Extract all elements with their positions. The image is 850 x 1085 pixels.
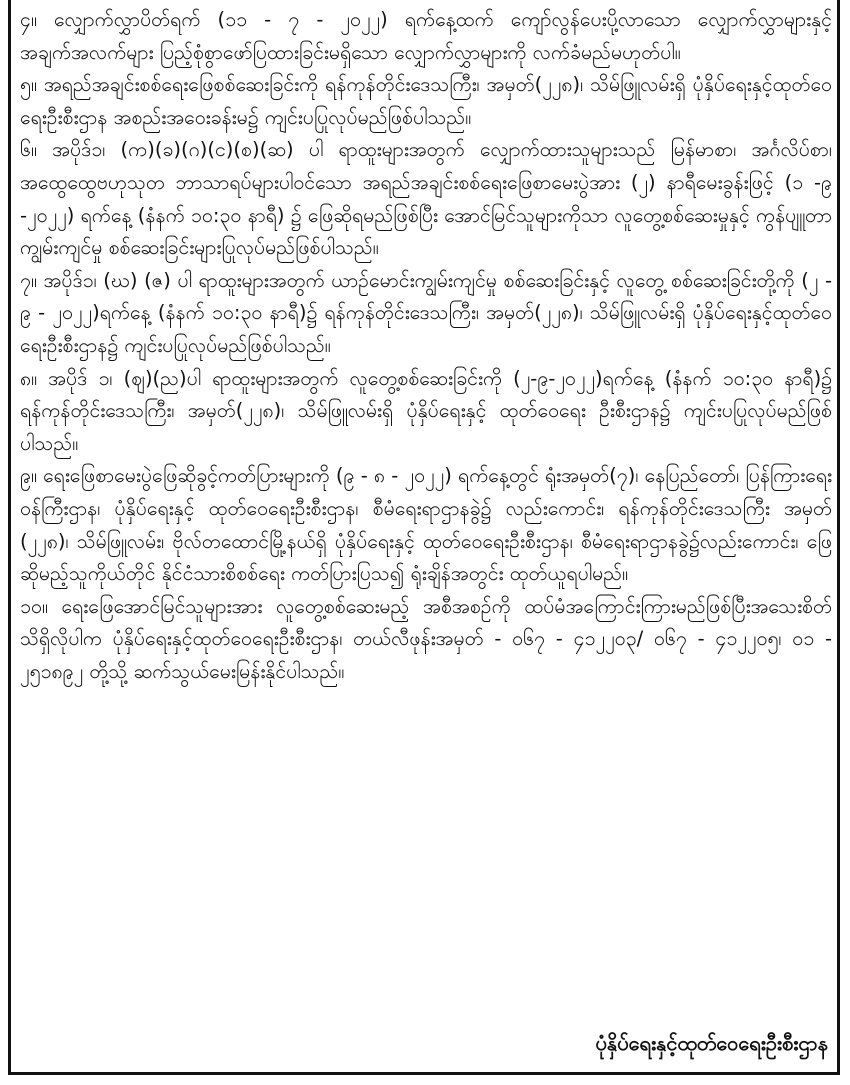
paragraph-7: ၇။ အပိုဒ်၁၊ (ဃ) (ဇ) ပါ ရာထူးများအတွက် ယာဉ်မောင်းကျွမ်းကျင်မှု စစ်ဆေးခြင်းနှင့် လူတွေ့ စစ်ဆေးခြင်းတို့ကို (၂ - ၉ - ၂၀၂၂)ရက်နေ့ (နံနက် ၁၀:၃၀ နာရီ)၌ ရန်ကုန်တိုင်းဒေသကြီး၊ အမှတ်(၂၂၈)၊ သိမ်ဖြူလမ်းရှိ ပုံနှိပ်ရေးနှင့်ထုတ်ဝေရေးဦးစီးဌာန၌ ကျင်းပပြုလုပ်မည်ဖြစ်ပါသည်။: [20, 268, 832, 357]
paragraph-9: ၉။ ရေးဖြေစာမေးပွဲဖြေဆိုခွင့်ကတ်ပြားများကို (၉ - ၈ - ၂၀၂၂) ရက်နေ့တွင် ရုံးအမှတ်(၇)၊ နေပြည်တော်၊ ပြန်ကြားရေးဝန်ကြီးဌာန၊ ပုံနှိပ်ရေးနှင့် ထုတ်ဝေရေးဦးစီးဌာန၊ စီမံရေးရာဌာနခွဲ၌ လည်းကောင်း၊ ရန်ကုန်တိုင်းဒေသကြီး အမှတ် (၂၂၈)၊ သိမ်ဖြူလမ်း၊ ဗိုလ်တထောင်မြို့နယ်ရှိ ပုံနှိပ်ရေးနှင့် ထုတ်ဝေရေးဦးစီးဌာန၊ စီမံရေးရာဌာနခွဲ၌လည်းကောင်း၊ ဖြေဆိုမည့်သူကိုယ်တိုင် နိုင်ငံသားစိစစ်ရေး ကတ်ပြားပြသ၍ ရုံးချိန်အတွင်း ထုတ်ယူရပါမည်။: [20, 464, 832, 586]
paragraph-8: ၈။ အပိုဒ် ၁၊ (ဈ)(ည)ပါ ရာထူးများအတွက် လူတွေ့စစ်ဆေးခြင်းကို (၂-၉-၂၀၂၂)ရက်နေ့ (နံနက် ၁၀:၃၀ နာရီ)၌ ရန်ကုန်တိုင်းဒေသကြီး၊ အမှတ်(၂၂၈)၊ သိမ်ဖြူလမ်းရှိ ပုံနှိပ်ရေးနှင့် ထုတ်ဝေရေး ဦးစီးဌာန၌ ကျင်းပပြုလုပ်မည်ဖြစ်ပါသည်။: [20, 366, 832, 455]
paragraph-4: ၄။ လျှောက်လွှာပိတ်ရက် (၁၁ - ၇ - ၂၀၂၂) ရက်နေ့ထက် ကျော်လွန်ပေးပို့လာသော လျှောက်လွှာများနှင့် အချက်အလက်များ ပြည့်စုံစွာဖော်ပြထားခြင်းမရှိသော လျှောက်လွှာများကို လက်ခံမည်မဟုတ်ပါ။: [20, 8, 832, 64]
paragraph-10: ၁၀။ ရေးဖြေအောင်မြင်သူများအား လူတွေ့စစ်ဆေးမည့် အစီအစဉ်ကို ထပ်မံအကြောင်းကြားမည်ဖြစ်ပြီးအသေးစိတ်သိရှိလိုပါက ပုံနှိပ်ရေးနှင့်ထုတ်ဝေရေးဦးစီးဌာန၊ တယ်လီဖုန်းအမှတ် - ၀၆၇ - ၄၁၂၂၀၃/ ၀၆၇ - ၄၁၂၂၀၅၊ ၀၁ - ၂၅၁၈၉၂ တို့သို့ ဆက်သွယ်မေးမြန်းနိုင်ပါသည်။: [20, 594, 832, 683]
notice-body: [20, 4, 832, 688]
issuer-signature: ပုံနှိပ်ရေးနှင့်ထုတ်ဝေရေးဦးစီးဌာန: [595, 1031, 828, 1055]
paragraph-6: ၆။ အပိုဒ်၁၊ (က)(ခ)(ဂ)(င)(စ)(ဆ) ပါ ရာထူးများအတွက် လျှောက်ထားသူများသည် မြန်မာစာ၊ အင်္ဂလိပ်စာ၊ အထွေထွေဗဟုသုတ ဘာသာရပ်များပါဝင်သော အရည်အချင်းစစ်ရေးဖြေစာမေးပွဲအား (၂) နာရီမေးခွန်းဖြင့် (၁ -၉ -၂၀၂၂) ရက်နေ့ (နံနက် ၁၀:၃၀ နာရီ) ၌ ဖြေဆိုရမည်ဖြစ်ပြီး အောင်မြင်သူများကိုသာ လူတွေ့စစ်ဆေးမှုနှင့် ကွန်ပျူတာကျွမ်းကျင်မှု စစ်ဆေးခြင်းများပြုလုပ်မည်ဖြစ်ပါသည်။: [20, 138, 832, 260]
paragraph-5: ၅။ အရည်အချင်းစစ်ရေးဖြေစစ်ဆေးခြင်းကို ရန်ကုန်တိုင်းဒေသကြီး၊ အမှတ်(၂၂၈)၊ သိမ်ဖြူလမ်းရှိ ပုံနှိပ်ရေးနှင့်ထုတ်ဝေရေးဦးစီးဌာန အစည်းအဝေးခန်းမ၌ ကျင်းပပြုလုပ်မည်ဖြစ်ပါသည်။: [20, 73, 832, 129]
